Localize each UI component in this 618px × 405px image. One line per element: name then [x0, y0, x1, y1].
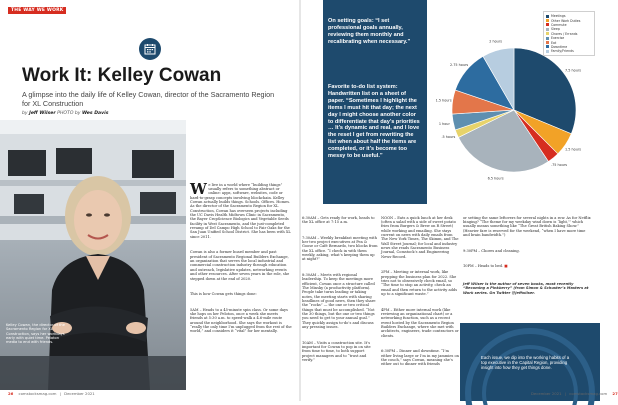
article-paragraph: 10AM – Visits a construction site. It’s important for Cowan to pop in on site from time to time, to both support project managers and to “trust and verify.” [302, 340, 372, 363]
quote-lead: Favorite to-do list system: [328, 84, 398, 90]
legend-label: Sleep [551, 27, 560, 32]
article-column-4 [463, 207, 593, 280]
quote-lead: On setting goals: [328, 18, 374, 24]
legend-label: Eat [551, 40, 557, 45]
pie-data-label: 2.75 hours [450, 62, 469, 67]
article-paragraph: We live in a world where “building things” usually refers to something abstract or online: apps, software, websites, code or hard-to-grasp concepts involving blockchain. Kelley Cowan actually builds things. Schools. Offices. Homes. As the director of the Sacramento Region for XL Construction, Cowan has overseen projects including the UC Davis Health Midtown Clinic in Sacramento, the Bayer CropScience Biologics and Vegetable Seeds facility in West Sacramento, and the just-completed revamp of Del Campo High School to Fair Oaks for the San Juan Unified School District. She has been with XL since 2011. [190, 179, 292, 239]
article-title: Work It: Kelley Cowan [22, 65, 222, 86]
article-column-3 [381, 207, 459, 378]
quote-text: “I set professional goals annually, reviewing them monthly and recalibrating when necessary.” [328, 18, 411, 45]
pie-data-label: 2 hours [489, 39, 503, 44]
legend-swatch [546, 32, 549, 35]
photo-prefix: PHOTO by [57, 111, 81, 116]
portrait-photo [0, 120, 186, 390]
right-folio: December 2021 | comstocksmag.com 27 [531, 391, 618, 396]
legend-swatch [546, 50, 549, 53]
legend-swatch [546, 37, 549, 40]
legend-label: Commute [551, 22, 567, 27]
legend-swatch [546, 41, 549, 44]
article-paragraph: NOON – Eats a quick lunch at her desk (often a salad with a side of sweet potato fries from Burgers & Brew on R Street) while working and emailing. She stays current on news with daily emails from The New York Times, The Skimm, and The Wall Street Journal; for local and industry news she reads Sacramento Business Journal, Comstock’s and Engineering News-Record. [381, 215, 460, 259]
chart-legend [543, 11, 595, 56]
end-mark: ■ [504, 264, 508, 269]
left-page [0, 0, 300, 401]
legend-swatch [546, 28, 549, 31]
article-paragraph: Cowan is also a former board member and past president of Sacramento Regional Builders Exchange, an organization that serves the local industrial and commercial construction industry through education and outreach, legislative updates, networking events and other resources. After seven years in the role, she stepped down at the end of 2020. [190, 250, 291, 281]
left-folio: 26 comstocksmag.com | December 2021 [8, 391, 95, 396]
callout-text: Each issue, we dip into the working habits of a top executive in the Capital Region, providing insight into how they get things done. [481, 355, 570, 371]
photo-caption: Kelley Cowan, the director of the Sacramento Region for XL Construction, says her workdays early with quiet time. Pelaton media to end with friends. [6, 323, 65, 345]
pie-data-label: 6.5 hours [487, 176, 504, 181]
legend-label: Exercise [551, 36, 565, 41]
article-paragraph: or setting the same leftovers for several nights in a row. As for Netflix binging? “The theme for my weekday wind down is ‘light,’” which usually means something like “The Great British Baking Show.” (Heavier fare is reserved for the weekend, “when I have more time and brain bandwidth.”) [463, 215, 592, 238]
section-tag: THE WAY WE WORK [8, 7, 66, 14]
pie-data-label: .5 hours [441, 135, 456, 140]
legend-label: Chores / Errands [551, 31, 578, 36]
legend-label: Meetings [551, 14, 566, 19]
pie-data-label: 1.5 hours [565, 147, 582, 152]
article-paragraph: This is how Cowan gets things done: [190, 292, 257, 297]
pie-data-label: 1 hour [438, 121, 450, 126]
page-gutter [299, 0, 301, 401]
legend-label: Family/Friends [551, 49, 574, 54]
issue-date: December 2021 [531, 391, 562, 396]
legend-swatch [546, 15, 549, 18]
author-note: Jeff Wilser is the author of seven books, most recently “Becoming a Pinkberry” (from Simon & Schuster’s Masters at Work series. On Twitter @jeffwilser. [463, 282, 589, 295]
author-name: Jeff Wilser [29, 111, 56, 116]
legend-label: Downtime [551, 44, 568, 49]
goals-quote [328, 18, 422, 46]
book-title: “Becoming a Pinkberry” [463, 286, 513, 291]
article-paragraph: 6:30AM – Gets ready for work, heads to the XL office at 7:15 a.m. [302, 215, 376, 225]
page-number: 27 [612, 391, 618, 396]
legend-item [546, 49, 592, 53]
photographer-name: Wes Davis [82, 111, 109, 116]
legend-swatch [546, 19, 549, 22]
article-paragraph: 6:30PM – Dinner and downtime. “I’m either living large or I’m in my jammies on the couch,” says Cowan, meaning she’s either out to dinner with friends [381, 349, 459, 367]
article-paragraph: 4PM – Either more internal work (like reviewing an organizational chart) or a networking function, such as a recent event hosted by the Sacramento Region Builders Exchange, where she met with architects, engineers, trade contractors or clients. [381, 307, 459, 338]
calendar-emblem-icon [139, 38, 161, 60]
article-column-2 [302, 207, 378, 374]
byline-prefix: by [22, 111, 28, 116]
site-url: comstocksmag.com [18, 391, 57, 396]
article-paragraph: 5AM – Heads to a 45-minute spin class. Or some days she hops on her Peloton, once a week she meets friends at 5:30 a.m. to speed-walk a 4.6-mile route around the neighborhood. She says the workout is “really the only time I’m unplugged from the rest of the world,” and considers it “vital” for her mentally. [190, 307, 293, 334]
issue-date: December 2021 [64, 391, 95, 396]
article-paragraph: 7:30AM – Weekly breakfast meeting with her two project executives at Pea & Goose or Café Bernardo, two blocks from the XL office. “I check in with them weekly, asking, what’s keeping them up at night?” [302, 235, 379, 262]
todo-quote [328, 84, 422, 160]
legend-swatch [546, 23, 549, 26]
article-column-1 [190, 174, 292, 345]
byline [22, 111, 108, 116]
pie-data-label: .75 hours [551, 162, 568, 167]
pie-data-label: 1.5 hours [435, 98, 452, 103]
pie-data-label: 7.5 hours [565, 68, 582, 73]
quote-text: Handwritten list on a sheet of paper. “Sometimes I highlight the items I must hit that day; the next day I might choose another color to differentiate that day’s priorities … It’s dynamic and real, and I love the reset I get from rewriting the list when about half the items are completed, or it’s become too messy to be useful.” [328, 90, 420, 160]
article-paragraph: 9:30PM – Chores and cleaning. [463, 248, 520, 253]
site-url: comstocksmag.com [569, 391, 608, 396]
legend-label: Other Work Duties [551, 18, 581, 23]
article-paragraph: 8:30AM – Meets with regional leadership. To keep the meetings more efficient, Cowan once a structure called The Minsky (a productivity platform). People take turns leading or taking notes, the meeting starts with sharing headlines of good news, then they share the “rocks” — the one or two critical things that must be accomplished. “Not the 30 things, but the one or two things you need to get to your annual goal.” They quickly assign to-do’s and discuss any pressing issues. [302, 273, 377, 330]
article-paragraph: 10PM – Heads to bed. ■ [463, 264, 508, 269]
page-number: 26 [8, 391, 14, 396]
article-dek: A glimpse into the daily life of Kelley Cowan, director of the Sacramento Region for XL Construction [22, 90, 275, 108]
drop-cap: W [190, 179, 207, 198]
article-paragraph: 2PM – Meeting or internal work, like prepping the business plan for 2022. She tries not to obsessively check email, so “The time to stop an activity, check an email and then return to the activity adds up to a significant waste.” [381, 270, 459, 297]
legend-swatch [546, 45, 549, 48]
